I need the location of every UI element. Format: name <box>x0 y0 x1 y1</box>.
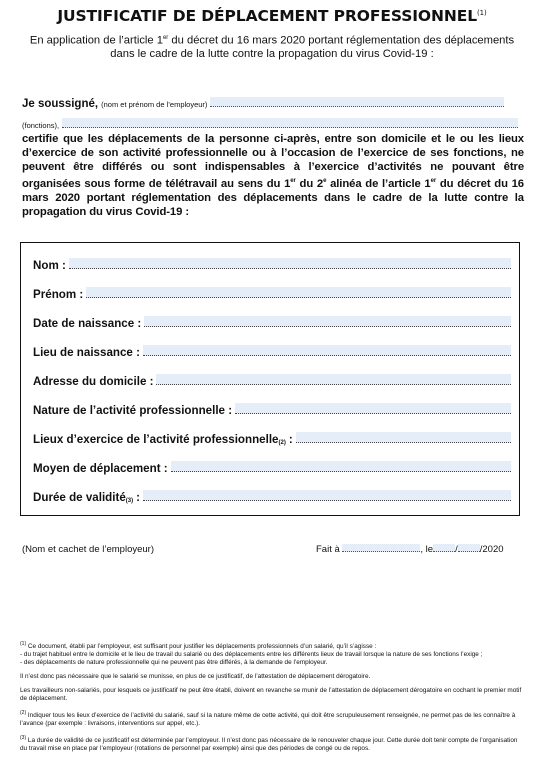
intro-paragraph <box>20 32 524 61</box>
adresse-label: Adresse du domicile : <box>33 375 154 388</box>
nom-label: Nom : <box>33 259 66 272</box>
title-footnote-ref: (1) <box>477 8 487 17</box>
footnote-2-marker: (2) <box>20 710 27 717</box>
nom-row <box>33 256 511 272</box>
lieu-naissance-input[interactable] <box>143 345 511 356</box>
year-label: /2020 <box>479 544 504 555</box>
fait-a-line <box>316 544 504 555</box>
cert-sup-2: e <box>323 178 327 185</box>
adresse-row <box>33 372 511 388</box>
footnote-2-text: Indiquer tous les lieux d’exercice de l’activité du salarié, sauf si la nature même de cette activité, qui doit être scrupuleusement renseignée, ne permet pas de les connaître à l’avance (par exemple : livraisons, interventions sur appel, etc.). <box>20 712 516 728</box>
nom-input[interactable] <box>69 258 511 269</box>
moyen-input[interactable] <box>171 461 511 472</box>
date-naissance-row <box>33 314 511 330</box>
prenom-input[interactable] <box>86 287 511 298</box>
lieux-label: Lieux d’exercice de l’activité professionnelle <box>33 433 279 446</box>
duree-input[interactable] <box>143 490 511 501</box>
fait-a-field[interactable] <box>342 544 420 552</box>
cert-text-4: du décret du 16 mars 2020 portant réglementation des déplacements dans le cadre de la lutte contre la propagation du virus Covid-19 : <box>22 178 524 219</box>
employer-stamp-label: (Nom et cachet de l’employeur) <box>22 544 154 555</box>
duree-colon: : <box>136 491 141 504</box>
employer-name-field[interactable] <box>210 97 504 107</box>
employee-info-box <box>20 242 520 516</box>
duree-label: Durée de validité <box>33 491 126 504</box>
document-title <box>0 7 544 25</box>
date-separator: / <box>455 544 458 555</box>
date-naissance-input[interactable] <box>144 316 511 327</box>
cert-sup-1: er <box>290 178 296 185</box>
nature-row <box>33 401 511 417</box>
footnote-3-marker: (3) <box>20 735 27 742</box>
footnote-1-text-b: - du trajet habituel entre le domicile et le lieu de travail du salarié ou des déplacements entre les différents lieux de travail lorsque la nature de ses fonctions l’exige ; <box>20 651 483 659</box>
je-soussigne-label: Je soussigné, <box>22 98 99 110</box>
lieux-input[interactable] <box>296 432 511 443</box>
employer-name-hint: (nom et prénom de l’employeur) <box>101 100 208 109</box>
nature-input[interactable] <box>235 403 511 414</box>
prenom-label: Prénom : <box>33 288 84 301</box>
month-field[interactable] <box>458 544 480 552</box>
fait-a-label: Fait à <box>316 544 340 555</box>
footnote-2 <box>20 709 524 728</box>
cert-text-3: alinéa de l’article 1 <box>326 178 431 191</box>
footnote-1-text-a: Ce document, établi par l’employeur, est suffisant pour justifier les déplacements professionnels d’un salarié, qu’il s’agisse : <box>26 643 377 651</box>
footnote-1 <box>20 640 524 667</box>
duree-row <box>33 488 511 504</box>
footnote-1-e: Les travailleurs non-salariés, pour lesquels ce justificatif ne peut être établi, doivent en revanche se munir de l’attestation de déplacement dérogatoire en cochant le premier motif de déplacement. <box>20 687 522 703</box>
date-naissance-label: Date de naissance : <box>33 317 142 330</box>
employer-name-line <box>22 97 504 110</box>
lieu-naissance-label: Lieu de naissance : <box>33 346 140 359</box>
footnotes <box>20 640 524 759</box>
intro-text-1: En application de l’article 1 <box>29 34 163 47</box>
certification-paragraph <box>22 132 524 219</box>
footnote-1-marker: (1) <box>20 641 27 647</box>
fonctions-hint: (fonctions), <box>22 121 60 130</box>
intro-text-2: du décret du 16 mars 2020 portant réglementation des déplacements dans le cadre de la lutte contre la propagation du virus Covid-19 : <box>110 34 515 60</box>
duree-footnote-ref: (3) <box>125 498 134 504</box>
footnote-1-text-c: - des déplacements de nature professionnelle qui ne peuvent pas être différés, à la demande de l’employeur. <box>20 659 328 667</box>
moyen-label: Moyen de déplacement : <box>33 462 168 475</box>
prenom-row <box>33 285 511 301</box>
nature-label: Nature de l’activité professionnelle : <box>33 404 233 417</box>
adresse-input[interactable] <box>156 374 511 385</box>
cert-text-1: certifie que les déplacements de la personne ci-après, entre son domicile et le ou les lieux d’exercice de son activité professionnelle ou à l’occasion de l’exercice de ses fonctions, ne peuvent être différés ou sont indispensables à l’exercice d’activités ne pouvant être organisées sous forme de télétravail au sens du 1 <box>22 133 524 191</box>
footnote-3-text: La durée de validité de ce justificatif est déterminée par l’employeur. Il n’est donc pas nécessaire de le renouveler chaque jour. Cette durée doit tenir compte de l’organisation du travail mise en place par l’employeur (rotations de personnel par exemple) ainsi que des périodes de congé ou de repos. <box>20 737 518 753</box>
day-field[interactable] <box>433 544 455 552</box>
cert-sup-3: er <box>430 178 437 185</box>
employer-function-field[interactable] <box>62 118 518 128</box>
cert-text-2: du 2 <box>295 178 324 191</box>
footnote-1-d: Il n’est donc pas nécessaire que le salarié se munisse, en plus de ce justificatif, de l’attestation de déplacement dérogatoire. <box>20 673 371 681</box>
lieux-footnote-ref: (2) <box>278 440 286 446</box>
le-label: , le <box>420 544 434 555</box>
title-text: JUSTIFICATIF DE DÉPLACEMENT PROFESSIONNEL <box>57 7 478 25</box>
lieux-row <box>33 430 511 446</box>
lieu-naissance-row <box>33 343 511 359</box>
employer-function-line <box>22 118 518 131</box>
footnote-3 <box>20 734 524 753</box>
moyen-row <box>33 459 511 475</box>
lieux-colon: : <box>288 433 293 446</box>
intro-sup: er <box>162 35 169 41</box>
